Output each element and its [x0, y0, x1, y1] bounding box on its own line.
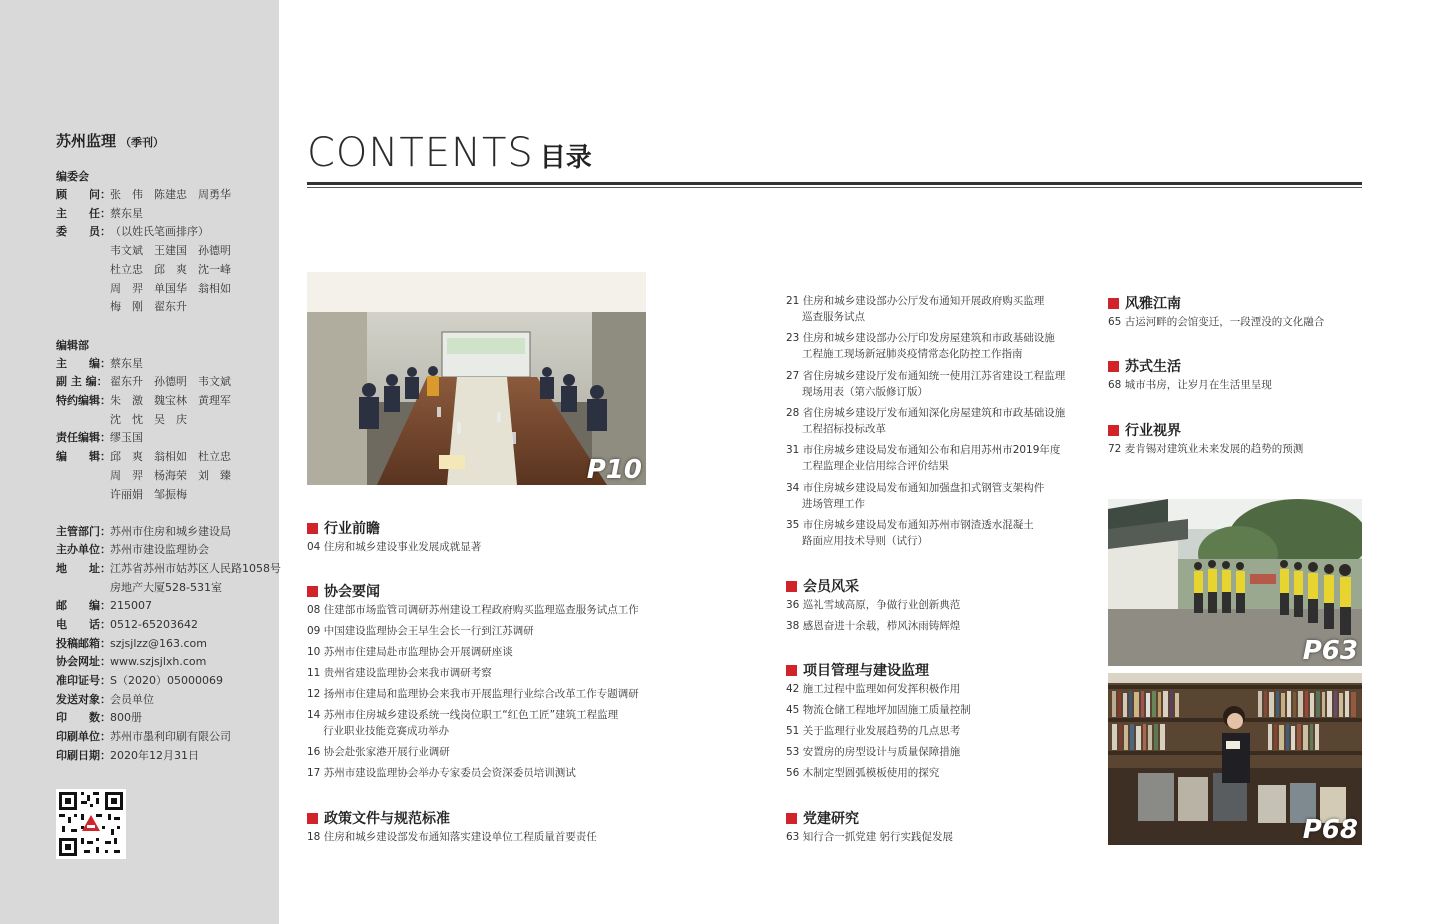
info-row: 协会网址：www.szjsjlxh.com — [56, 655, 207, 668]
toc-entry[interactable]: 27 省住房城乡建设厅发布通知统一使用江苏省建设工程监理 现场用表（第六版修订版） — [786, 370, 1066, 398]
toc-entry[interactable]: 10 苏州市住建局赴市监理协会开展调研座谈 — [307, 646, 513, 658]
section-project-management: 项目管理与建设监理 — [786, 660, 929, 680]
toc-entry[interactable]: 65 古运河畔的会馆变迁，一段湮没的文化融合 — [1108, 316, 1325, 328]
qr-code-icon[interactable] — [56, 789, 126, 859]
magazine-title: 苏州监理 （季刊） — [56, 132, 165, 150]
toc-entry[interactable]: 36 巡礼雪域高原，争做行业创新典范 — [786, 599, 961, 611]
info-row: 印刷日期：2020年12月31日 — [56, 749, 199, 762]
toc-entry[interactable]: 31 市住房城乡建设局发布通知公布和启用苏州市2019年度 工程监理企业信用综合评价结果 — [786, 444, 1061, 472]
board-row: 委 员：（以姓氏笔画排序） — [56, 225, 209, 238]
toc-entry[interactable]: 18 住房和城乡建设部发布通知落实建设单位工程质量首要责任 — [307, 831, 597, 843]
address-cont: 房地产大厦528-531室 — [110, 581, 222, 594]
board-row: 主 任：蔡东星 — [56, 207, 143, 220]
toc-entry[interactable]: 38 感恩奋进十余载，栉风沐雨铸辉煌 — [786, 620, 961, 632]
section-marker-icon — [786, 813, 797, 824]
toc-entry[interactable]: 53 安置房的房型设计与质量保障措施 — [786, 746, 961, 758]
section-marker-icon — [786, 581, 797, 592]
board-members: 韦文斌 王建国 孙德明 — [110, 244, 231, 257]
contents-heading-en: CONTENTS — [307, 130, 534, 176]
info-row: 印 数：800册 — [56, 711, 142, 724]
toc-entry[interactable]: 09 中国建设监理协会王早生会长一行到江苏调研 — [307, 625, 534, 637]
masthead-sidebar — [0, 0, 279, 924]
toc-entry[interactable]: 23 住房和城乡建设部办公厅印发房屋建筑和市政基础设施 工程施工现场新冠肺炎疫情常态化防控工作指南 — [786, 332, 1055, 360]
board-members: 杜立忠 邱 爽 沈一峰 — [110, 263, 231, 276]
editorial-row: 编 辑：邱 爽 翁相如 杜立忠 — [56, 450, 231, 463]
section-member-profiles: 会员风采 — [786, 576, 859, 596]
contents-heading-cn: 目录 — [539, 143, 592, 173]
board-heading: 编委会 — [56, 170, 89, 183]
editorial-heading: 编辑部 — [56, 339, 89, 352]
info-row: 主办单位：苏州市建设监理协会 — [56, 543, 209, 556]
section-party-building: 党建研究 — [786, 808, 859, 828]
section-policy-standards: 政策文件与规范标准 — [307, 808, 450, 828]
heading-rule — [307, 182, 1362, 185]
info-row: 电 话：0512-65203642 — [56, 618, 198, 631]
info-row: 准印证号：S（2020）05000069 — [56, 674, 223, 687]
toc-entry[interactable]: 45 物流仓储工程地坪加固施工质量控制 — [786, 704, 971, 716]
toc-entry[interactable]: 11 贵州省建设监理协会来我市调研考察 — [307, 667, 492, 679]
info-row: 邮 编：215007 — [56, 599, 152, 612]
toc-entry[interactable]: 21 住房和城乡建设部办公厅发布通知开展政府购买监理 巡查服务试点 — [786, 295, 1045, 323]
toc-entry[interactable]: 17 苏州市建设监理协会举办专家委员会资深委员培训测试 — [307, 767, 576, 779]
section-marker-icon — [307, 813, 318, 824]
meeting-photo[interactable] — [307, 272, 646, 485]
info-row: 主管部门：苏州市住房和城乡建设局 — [56, 525, 231, 538]
board-members: 梅 刚 翟东升 — [110, 300, 187, 313]
toc-entry[interactable]: 04 住房和城乡建设事业发展成就显著 — [307, 541, 482, 553]
contents-heading — [307, 130, 592, 176]
section-marker-icon — [1108, 298, 1119, 309]
section-industry-view: 行业视界 — [1108, 420, 1181, 440]
info-row: 发送对象：会员单位 — [56, 693, 154, 706]
photo-label-p68: P68 — [1302, 815, 1358, 845]
heading-rule-thin — [307, 187, 1362, 188]
toc-entry[interactable]: 14 苏州市住房城乡建设系统一线岗位职工“红色工匠”建筑工程监理 行业职业技能竞赛成功举办 — [307, 709, 619, 737]
toc-entry[interactable]: 28 省住房城乡建设厅发布通知深化房屋建筑和市政基础设施 工程招标投标改革 — [786, 407, 1066, 435]
editorial-row: 特约编辑：朱 激 魏宝林 黄理军 — [56, 394, 231, 407]
board-members: 周 羿 单国华 翁相如 — [110, 282, 231, 295]
toc-entry[interactable]: 34 市住房城乡建设局发布通知加强盘扣式钢管支架构件 进场管理工作 — [786, 482, 1045, 510]
toc-entry[interactable]: 35 市住房城乡建设局发布通知苏州市钢渣透水混凝土 路面应用技术导则（试行） — [786, 519, 1034, 547]
group-photo[interactable] — [1108, 499, 1362, 666]
toc-entry[interactable]: 63 知行合一抓党建 躬行实践促发展 — [786, 831, 954, 843]
toc-entry[interactable]: 12 扬州市住建局和监理协会来我市开展监理行业综合改革工作专题调研 — [307, 688, 639, 700]
toc-entry[interactable]: 68 城市书房，让岁月在生活里呈现 — [1108, 379, 1272, 391]
editorial-cont: 许丽娟 邹振梅 — [110, 488, 187, 501]
editorial-row: 主 编：蔡东星 — [56, 357, 143, 370]
toc-entry[interactable]: 51 关于监理行业发展趋势的几点思考 — [786, 725, 961, 737]
info-row: 投稿邮箱：szjsjlzz@163.com — [56, 637, 207, 650]
section-marker-icon — [786, 665, 797, 676]
section-marker-icon — [1108, 425, 1119, 436]
editorial-cont: 沈 忱 吴 庆 — [110, 413, 187, 426]
section-marker-icon — [1108, 361, 1119, 372]
editorial-cont: 周 羿 杨海荣 刘 臻 — [110, 469, 231, 482]
info-row: 地 址：江苏省苏州市姑苏区人民路1058号 — [56, 562, 281, 575]
section-marker-icon — [307, 586, 318, 597]
section-association-news: 协会要闻 — [307, 581, 380, 601]
bookstore-photo[interactable] — [1108, 673, 1362, 845]
toc-entry[interactable]: 16 协会赴张家港开展行业调研 — [307, 746, 450, 758]
toc-entry[interactable]: 72 麦肯锡对建筑业未来发展的趋势的预测 — [1108, 443, 1304, 455]
photo-label-p10: P10 — [586, 455, 642, 485]
toc-entry[interactable]: 56 木制定型圆弧模板使用的探究 — [786, 767, 940, 779]
section-elegant-jiangnan: 风雅江南 — [1108, 293, 1181, 313]
board-row: 顾 问：张 伟 陈建忠 周勇华 — [56, 188, 231, 201]
toc-entry[interactable]: 42 施工过程中监理如何发挥积极作用 — [786, 683, 961, 695]
info-row: 印刷单位：苏州市墨利印刷有限公司 — [56, 730, 231, 743]
photo-label-p63: P63 — [1302, 636, 1358, 666]
section-suzhou-life: 苏式生活 — [1108, 356, 1181, 376]
section-marker-icon — [307, 523, 318, 534]
toc-entry[interactable]: 08 住建部市场监管司调研苏州建设工程政府购买监理巡查服务试点工作 — [307, 604, 639, 616]
editorial-row: 责任编辑：缪玉国 — [56, 431, 143, 444]
section-industry-outlook: 行业前瞻 — [307, 518, 380, 538]
editorial-row: 副 主 编： 翟东升 孙德明 韦文斌 — [56, 375, 231, 388]
